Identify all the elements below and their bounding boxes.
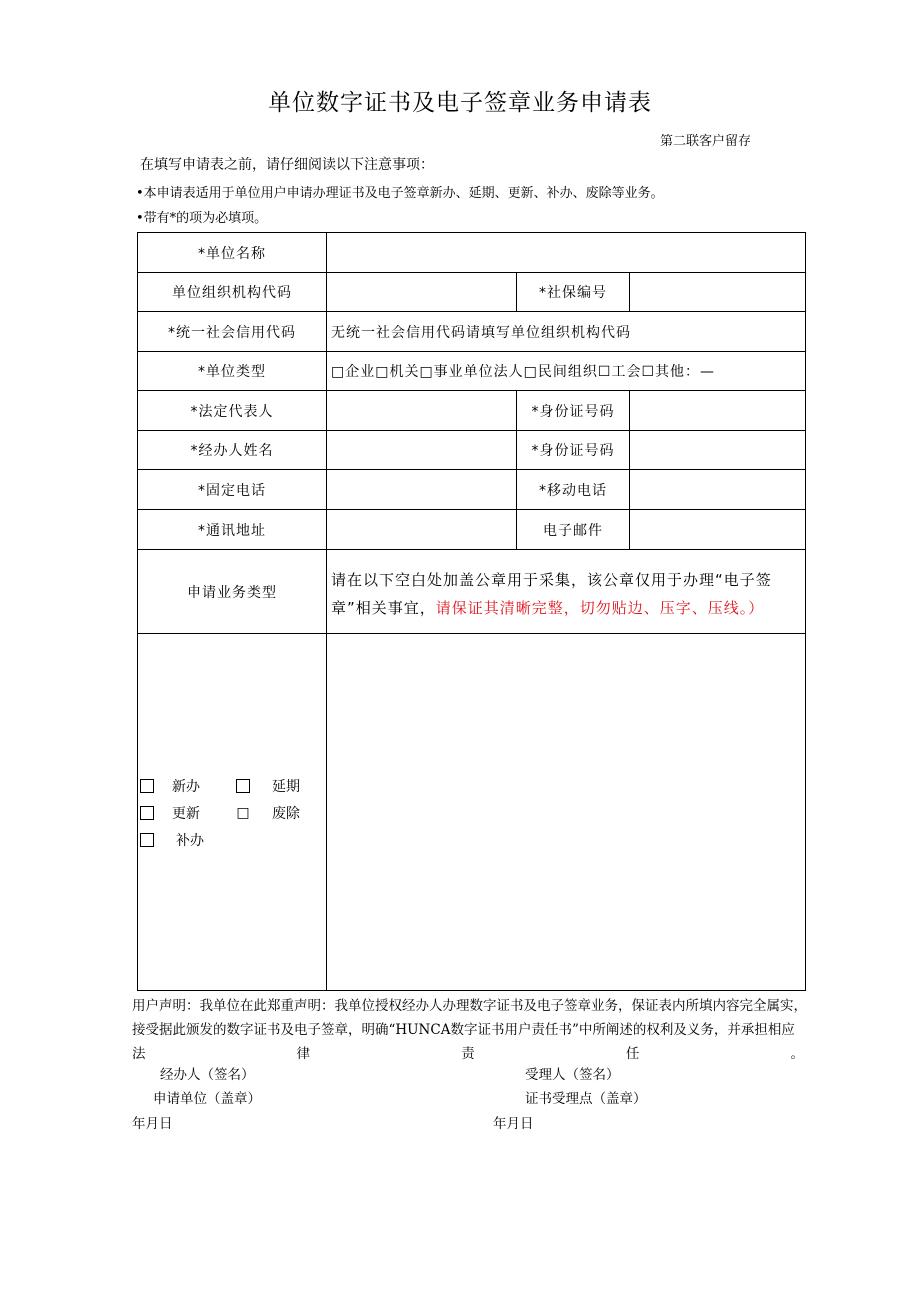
applicant-unit-seal: 申请单位（盖章） xyxy=(153,1091,261,1107)
option-row xyxy=(140,799,300,826)
receiver-date: 年月日 xyxy=(493,1116,534,1132)
notice-scope: •本申请表适用于单位用户申请办理证书及电子签章新办、延期、更新、补办、废除等业务。 xyxy=(136,186,664,201)
user-declaration xyxy=(132,994,812,1066)
unit-name-label: *单位名称 xyxy=(138,233,327,273)
option-reissue-label: 补办 xyxy=(176,832,204,849)
declaration-line: 用户声明：我单位在此郑重声明：我单位授权经办人办理数字证书及电子签章业务，保证表内所填内容完全属实， xyxy=(132,998,807,1014)
declaration-char: 。 xyxy=(790,1046,804,1062)
seal-instruction xyxy=(327,550,806,634)
landline-field[interactable] xyxy=(327,470,517,510)
agent-name-field[interactable] xyxy=(327,431,517,470)
landline-label: *固定电话 xyxy=(138,470,327,510)
option-extend-label: 延期 xyxy=(272,778,300,795)
declaration-line: 接受据此颁发的数字证书及电子签章，明确“HUNCA数字证书用户责任书”中所阐述的权利及义务，并承担相应 xyxy=(132,1022,795,1038)
address-label: *通讯地址 xyxy=(138,510,327,550)
option-revoke-label: 废除 xyxy=(272,805,300,822)
business-options xyxy=(140,772,300,853)
agent-signature: 经办人（签名） xyxy=(160,1067,255,1083)
option-row xyxy=(140,826,300,853)
revoke-checkbox[interactable]: □ xyxy=(236,804,250,821)
extend-checkbox[interactable] xyxy=(236,779,250,793)
option-new-label: 新办 xyxy=(172,778,200,795)
reissue-checkbox[interactable] xyxy=(140,833,154,847)
applicant-date: 年月日 xyxy=(132,1116,173,1132)
seal-warning: 请保证其清晰完整，切勿贴边、压字、压线。） xyxy=(435,598,765,617)
unit-type-label: *单位类型 xyxy=(138,352,327,391)
declaration-char: 法 xyxy=(132,1046,146,1062)
mobile-field[interactable] xyxy=(630,470,806,510)
receiver-signature: 受理人（签名） xyxy=(525,1067,620,1083)
social-security-label: *社保编号 xyxy=(517,273,630,312)
seal-note: 请在以下空白处加盖公章用于采集，该公章仅用于办理“电子签章”相关事宜， xyxy=(331,570,772,617)
email-field[interactable] xyxy=(630,510,806,550)
accept-point-seal: 证书受理点（盖章） xyxy=(525,1091,647,1107)
update-checkbox[interactable] xyxy=(140,806,154,820)
page-title: 单位数字证书及电子签章业务申请表 xyxy=(268,90,652,116)
legal-id-label: *身份证号码 xyxy=(517,391,630,431)
declaration-char: 律 xyxy=(296,1046,311,1062)
org-code-label: 单位组织机构代码 xyxy=(138,273,327,312)
copy-note: 第二联客户留存 xyxy=(660,134,752,149)
declaration-char: 责 xyxy=(461,1046,475,1062)
seal-stamp-area[interactable] xyxy=(327,634,806,991)
legal-rep-label: *法定代表人 xyxy=(138,391,327,431)
application-form xyxy=(137,232,806,991)
email-label: 电子邮件 xyxy=(517,510,630,550)
intro-text: 在填写申请表之前，请仔细阅读以下注意事项： xyxy=(140,157,434,173)
option-update-label: 更新 xyxy=(172,805,200,822)
new-checkbox[interactable] xyxy=(140,779,154,793)
mobile-label: *移动电话 xyxy=(517,470,630,510)
legal-id-field[interactable] xyxy=(630,391,806,431)
legal-rep-field[interactable] xyxy=(327,391,517,431)
agent-id-field[interactable] xyxy=(630,431,806,470)
credit-code-label: *统一社会信用代码 xyxy=(138,312,327,352)
address-field[interactable] xyxy=(327,510,517,550)
declaration-char: 任 xyxy=(625,1046,640,1062)
agent-name-label: *经办人姓名 xyxy=(138,431,327,470)
option-row xyxy=(140,772,300,799)
agent-id-label: *身份证号码 xyxy=(517,431,630,470)
business-type-label: 申请业务类型 xyxy=(138,550,327,634)
notice-required: •带有*的项为必填项。 xyxy=(136,211,268,226)
unit-type-options[interactable]: □企业□机关□事业单位法人□民间组织☐工会☐其他：— xyxy=(327,352,806,391)
social-security-field[interactable] xyxy=(630,273,806,312)
org-code-field[interactable] xyxy=(327,273,517,312)
unit-name-field[interactable] xyxy=(327,233,806,273)
credit-code-field[interactable]: 无统一社会信用代码请填写单位组织机构代码 xyxy=(327,312,806,352)
